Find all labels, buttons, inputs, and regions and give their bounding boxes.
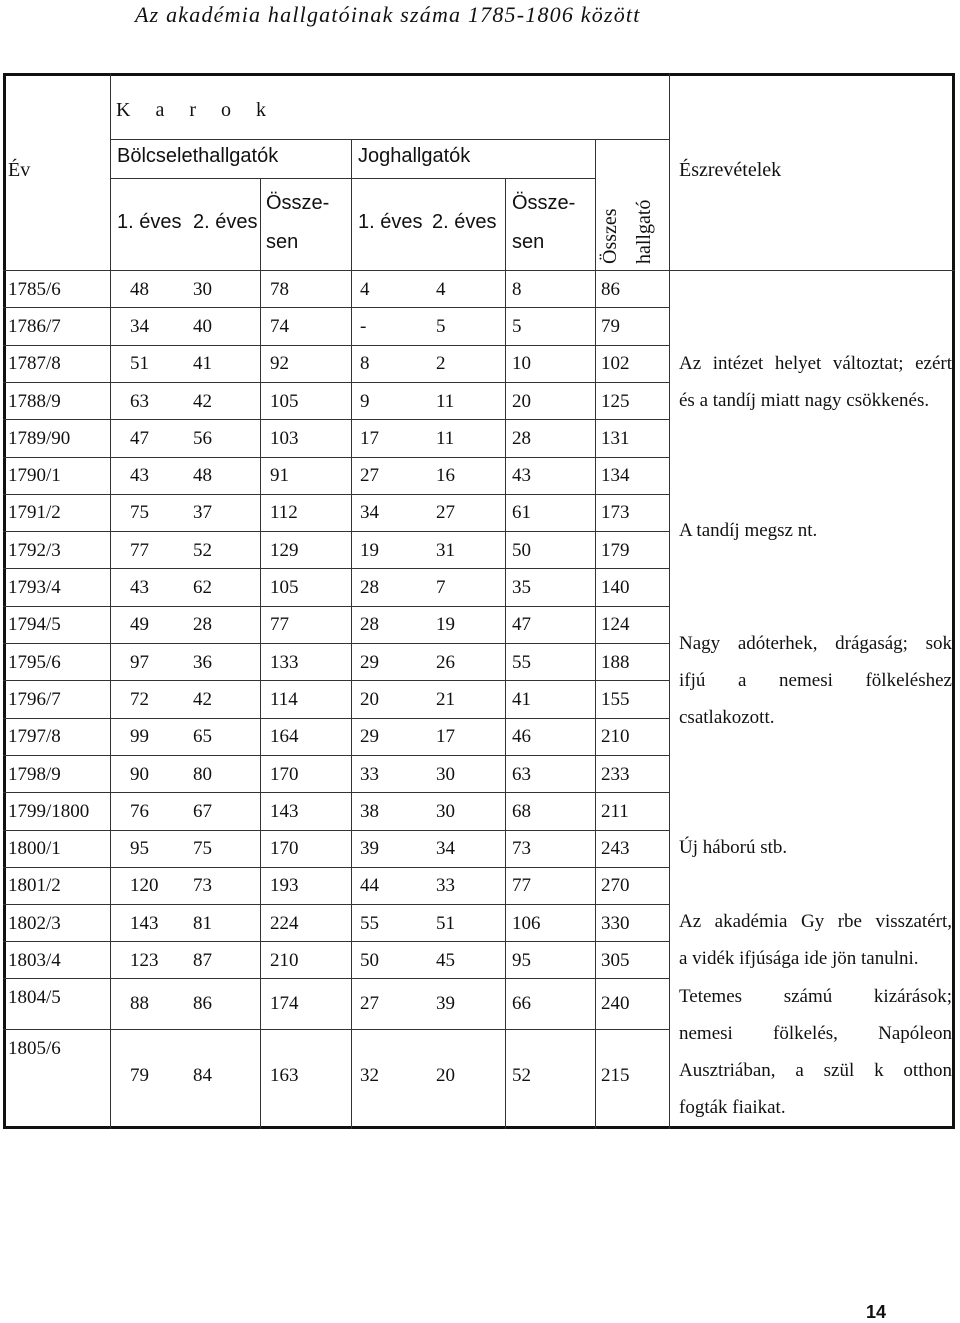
cell-phil-sum: 170: [270, 763, 299, 785]
cell-law-y2: 30: [436, 800, 455, 822]
cell-law-sum: 95: [512, 949, 531, 971]
cell-law-sum: 5: [512, 315, 522, 337]
cell-law-y1: 33: [360, 763, 379, 785]
row-divider: [3, 419, 669, 420]
cell-total: 86: [601, 278, 620, 300]
remark-line: Új háború stb.: [679, 837, 788, 858]
cell-law-sum: 20: [512, 390, 531, 412]
cell-phil-y1: 120: [130, 875, 159, 897]
header-total: hallgató: [633, 199, 655, 264]
cell-law-y1: 38: [360, 800, 379, 822]
cell-phil-y2: 42: [193, 390, 212, 412]
cell-phil-y1: 75: [130, 502, 149, 524]
cell-law-y1: 29: [360, 651, 379, 673]
col-divider: [110, 73, 111, 1129]
cell-law-y2: 16: [436, 465, 455, 487]
cell-total: 124: [601, 614, 630, 636]
cell-phil-sum: 143: [270, 800, 299, 822]
cell-law-sum: 68: [512, 800, 531, 822]
cell-phil-sum: 114: [270, 688, 298, 710]
cell-phil-y2: 86: [193, 993, 212, 1014]
cell-law-y2: 26: [436, 651, 455, 673]
cell-law-y2: 45: [436, 949, 455, 971]
cell-year: 1793/4: [8, 577, 61, 599]
cell-year: 1787/8: [8, 353, 61, 375]
cell-law-y2: 39: [436, 993, 455, 1014]
cell-year: 1799/1800: [8, 800, 90, 822]
cell-law-y1: 34: [360, 502, 379, 524]
cell-year: 1794/5: [8, 614, 61, 636]
cell-year: 1790/1: [8, 465, 61, 487]
cell-phil-y2: 62: [193, 577, 212, 599]
cell-phil-sum: 170: [270, 838, 299, 860]
cell-year: 1800/1: [8, 838, 61, 860]
cell-law-sum: 50: [512, 539, 531, 561]
cell-total: 140: [601, 577, 630, 599]
cell-phil-y1: 143: [130, 912, 159, 934]
cell-phil-sum: 78: [270, 278, 289, 300]
remark: [679, 978, 952, 1126]
cell-phil-y2: 81: [193, 912, 212, 934]
cell-law-sum: 52: [512, 1065, 531, 1086]
row-divider: [3, 978, 669, 979]
cell-phil-sum: 163: [270, 1065, 299, 1086]
header-law: Joghallgatók: [358, 145, 471, 167]
cell-law-y2: 4: [436, 278, 446, 300]
cell-law-sum: 46: [512, 726, 531, 748]
row-divider: [3, 941, 669, 942]
cell-year: 1788/9: [8, 390, 61, 412]
cell-phil-y1: 97: [130, 651, 149, 673]
cell-phil-sum: 91: [270, 465, 289, 487]
cell-year: 1803/4: [8, 949, 61, 971]
cell-law-y2: 21: [436, 688, 455, 710]
row-divider: [3, 792, 669, 793]
cell-law-y2: 17: [436, 726, 455, 748]
cell-law-sum: 55: [512, 651, 531, 673]
header-phil-year2: 2. éves: [193, 211, 258, 233]
cell-law-y2: 7: [436, 577, 446, 599]
cell-phil-sum: 74: [270, 315, 289, 337]
cell-phil-y2: 36: [193, 651, 212, 673]
cell-total: 233: [601, 763, 630, 785]
col-divider: [505, 178, 506, 1129]
cell-phil-y1: 77: [130, 539, 149, 561]
cell-law-y2: 20: [436, 1065, 455, 1086]
cell-phil-y1: 123: [130, 949, 159, 971]
cell-phil-y1: 43: [130, 465, 149, 487]
cell-law-sum: 106: [512, 912, 541, 934]
cell-total: 173: [601, 502, 630, 524]
cell-phil-y2: 87: [193, 949, 212, 971]
cell-phil-y2: 56: [193, 427, 212, 449]
cell-year: 1786/7: [8, 315, 61, 337]
remark-line: Tetemes számú kizárások;: [679, 986, 952, 1007]
cell-year: 1796/7: [8, 688, 61, 710]
cell-total: 188: [601, 651, 630, 673]
cell-phil-y1: 47: [130, 427, 149, 449]
cell-year: 1797/8: [8, 726, 61, 748]
cell-total: 125: [601, 390, 630, 412]
remark-line: A tandíj megsz nt.: [679, 520, 818, 541]
row-divider: [3, 531, 669, 532]
cell-law-sum: 63: [512, 763, 531, 785]
cell-law-y2: 34: [436, 838, 455, 860]
cell-law-y2: 11: [436, 390, 455, 412]
header-philosophy: Bölcselethallgatók: [117, 145, 279, 167]
cell-law-y1: 29: [360, 726, 379, 748]
cell-phil-y2: 65: [193, 726, 212, 748]
row-divider: [3, 718, 669, 719]
cell-phil-sum: 224: [270, 912, 299, 934]
cell-phil-y1: 76: [130, 800, 149, 822]
remark-line: a vidék ifjúsága ide jön tanulni.: [679, 948, 919, 969]
row-divider: [3, 382, 669, 383]
cell-phil-sum: 105: [270, 577, 299, 599]
remark-line: Ausztriában, a szül k otthon: [679, 1060, 952, 1081]
remark-line: csatlakozott.: [679, 707, 775, 728]
row-divider: [3, 457, 669, 458]
cell-phil-sum: 103: [270, 427, 299, 449]
header-total: Összes: [599, 208, 621, 264]
cell-phil-y1: 48: [130, 278, 149, 300]
cell-phil-sum: 210: [270, 949, 299, 971]
remark-line: Az akadémia Gy rbe visszatért,: [679, 911, 952, 932]
remark-line: Az intézet helyet változtat; ezért: [679, 353, 952, 374]
cell-law-y2: 11: [436, 427, 455, 449]
row-divider: [3, 680, 669, 681]
header-faculties: K a r o k: [116, 99, 276, 121]
header-phil-year1: 1. éves: [117, 211, 182, 233]
row-divider: [3, 606, 669, 607]
cell-law-y2: 2: [436, 353, 446, 375]
cell-law-sum: 28: [512, 427, 531, 449]
cell-phil-sum: 92: [270, 353, 289, 375]
cell-law-y2: 5: [436, 315, 446, 337]
cell-law-y1: 8: [360, 353, 370, 375]
cell-law-sum: 73: [512, 838, 531, 860]
cell-year: 1791/2: [8, 502, 61, 524]
cell-law-y2: 31: [436, 539, 455, 561]
cell-total: 155: [601, 688, 630, 710]
row-divider: [3, 345, 669, 346]
cell-phil-y1: 79: [130, 1065, 149, 1086]
cell-phil-sum: 105: [270, 390, 299, 412]
header-bottom-rule: [3, 270, 955, 271]
row-divider: [3, 307, 669, 308]
cell-law-y1: 39: [360, 838, 379, 860]
cell-total: 179: [601, 539, 630, 561]
cell-year: 1792/3: [8, 539, 61, 561]
cell-phil-sum: 129: [270, 539, 299, 561]
cell-phil-y1: 34: [130, 315, 149, 337]
cell-law-sum: 77: [512, 875, 531, 897]
cell-phil-y1: 99: [130, 726, 149, 748]
cell-phil-y2: 84: [193, 1065, 212, 1086]
cell-phil-y2: 75: [193, 838, 212, 860]
cell-phil-y2: 41: [193, 353, 212, 375]
cell-phil-y1: 88: [130, 993, 149, 1014]
cell-year: 1804/5: [8, 987, 61, 1008]
cell-law-y1: 28: [360, 614, 379, 636]
cell-total: 131: [601, 427, 630, 449]
remark-line: Nagy adóterhek, drágaság; sok: [679, 633, 952, 654]
page-title: Az akadémia hallgatóinak száma 1785-1806 között: [135, 2, 641, 27]
cell-total: 210: [601, 726, 630, 748]
cell-year: 1785/6: [8, 278, 61, 300]
cell-law-sum: 61: [512, 502, 531, 524]
cell-law-sum: 35: [512, 577, 531, 599]
row-divider: [3, 867, 669, 868]
cell-year: 1801/2: [8, 875, 61, 897]
row-divider: [3, 643, 669, 644]
col-divider: [669, 73, 670, 1129]
cell-total: 102: [601, 353, 630, 375]
cell-law-sum: 10: [512, 353, 531, 375]
cell-law-sum: 66: [512, 993, 531, 1014]
cell-phil-sum: 112: [270, 502, 298, 524]
cell-year: 1798/9: [8, 763, 61, 785]
header-phil-subtotal: Össze-: [266, 192, 330, 214]
cell-total: 79: [601, 315, 620, 337]
cell-law-y1: 19: [360, 539, 379, 561]
header-law-year1: 1. éves: [358, 211, 423, 233]
cell-phil-sum: 193: [270, 875, 299, 897]
cell-phil-sum: 77: [270, 614, 289, 636]
cell-phil-y1: 43: [130, 577, 149, 599]
cell-total: 134: [601, 465, 630, 487]
cell-total: 243: [601, 838, 630, 860]
cell-phil-y2: 30: [193, 278, 212, 300]
cell-total: 330: [601, 912, 630, 934]
remark: [679, 345, 952, 419]
row-divider: [3, 904, 669, 905]
cell-law-y1: 55: [360, 912, 379, 934]
header-law-subtotal: Össze-: [512, 192, 576, 214]
cell-phil-y2: 67: [193, 800, 212, 822]
header-remarks: Észrevételek: [679, 159, 782, 181]
cell-law-sum: 43: [512, 465, 531, 487]
cell-phil-y2: 52: [193, 539, 212, 561]
cell-phil-y1: 51: [130, 353, 149, 375]
remark-line: nemesi fölkelés, Napóleon: [679, 1023, 952, 1044]
cell-law-sum: 8: [512, 278, 522, 300]
cell-phil-y2: 73: [193, 875, 212, 897]
cell-phil-sum: 174: [270, 993, 299, 1014]
remark-line: és a tandíj miatt nagy csökkenés.: [679, 390, 930, 411]
col-divider: [260, 178, 261, 1129]
remark: [679, 903, 952, 977]
cell-year: 1802/3: [8, 912, 61, 934]
cell-law-y1: -: [360, 315, 367, 337]
row-divider: [3, 568, 669, 569]
cell-law-y2: 51: [436, 912, 455, 934]
col-divider: [351, 139, 352, 1129]
cell-year: 1789/90: [8, 427, 71, 449]
cell-law-y1: 32: [360, 1065, 379, 1086]
cell-law-y2: 19: [436, 614, 455, 636]
remark: [679, 829, 952, 866]
cell-phil-y2: 28: [193, 614, 212, 636]
cell-phil-y2: 80: [193, 763, 212, 785]
cell-year: 1795/6: [8, 651, 61, 673]
cell-total: 240: [601, 993, 630, 1014]
cell-phil-y1: 63: [130, 390, 149, 412]
cell-phil-y1: 72: [130, 688, 149, 710]
cell-law-y2: 33: [436, 875, 455, 897]
cell-phil-sum: 133: [270, 651, 299, 673]
cell-total: 270: [601, 875, 630, 897]
cell-law-y2: 27: [436, 502, 455, 524]
cell-phil-y2: 40: [193, 315, 212, 337]
cell-law-y1: 27: [360, 993, 379, 1014]
row-divider: [3, 1029, 669, 1030]
cell-phil-y2: 37: [193, 502, 212, 524]
header-year: Év: [8, 159, 31, 181]
cell-phil-y2: 48: [193, 465, 212, 487]
header-law-year2: 2. éves: [432, 211, 497, 233]
page-number: 14: [866, 1302, 887, 1322]
remark: [679, 512, 952, 549]
cell-law-sum: 47: [512, 614, 531, 636]
row-divider: [3, 830, 669, 831]
cell-phil-y1: 95: [130, 838, 149, 860]
cell-phil-y1: 90: [130, 763, 149, 785]
remark: [679, 625, 952, 736]
cell-phil-y2: 42: [193, 688, 212, 710]
cell-law-y1: 20: [360, 688, 379, 710]
col-divider: [595, 139, 596, 1129]
cell-law-y1: 28: [360, 577, 379, 599]
remark-line: fogták fiaikat.: [679, 1097, 786, 1118]
remark-line: ifjú a nemesi fölkeléshez: [679, 670, 952, 691]
cell-law-y1: 17: [360, 427, 379, 449]
header-phil-subtotal: sen: [266, 231, 299, 253]
header-law-subtotal: sen: [512, 231, 545, 253]
cell-total: 305: [601, 949, 630, 971]
row-divider: [3, 755, 669, 756]
cell-law-sum: 41: [512, 688, 531, 710]
cell-phil-sum: 164: [270, 726, 299, 748]
cell-law-y1: 4: [360, 278, 370, 300]
cell-law-y1: 50: [360, 949, 379, 971]
cell-law-y1: 9: [360, 390, 370, 412]
cell-phil-y1: 49: [130, 614, 149, 636]
header-divider: [110, 178, 595, 179]
row-divider: [3, 494, 669, 495]
header-divider: [110, 139, 669, 140]
cell-law-y1: 44: [360, 875, 379, 897]
cell-year: 1805/6: [8, 1038, 61, 1059]
cell-total: 211: [601, 800, 629, 822]
cell-total: 215: [601, 1065, 630, 1086]
cell-law-y1: 27: [360, 465, 379, 487]
cell-law-y2: 30: [436, 763, 455, 785]
